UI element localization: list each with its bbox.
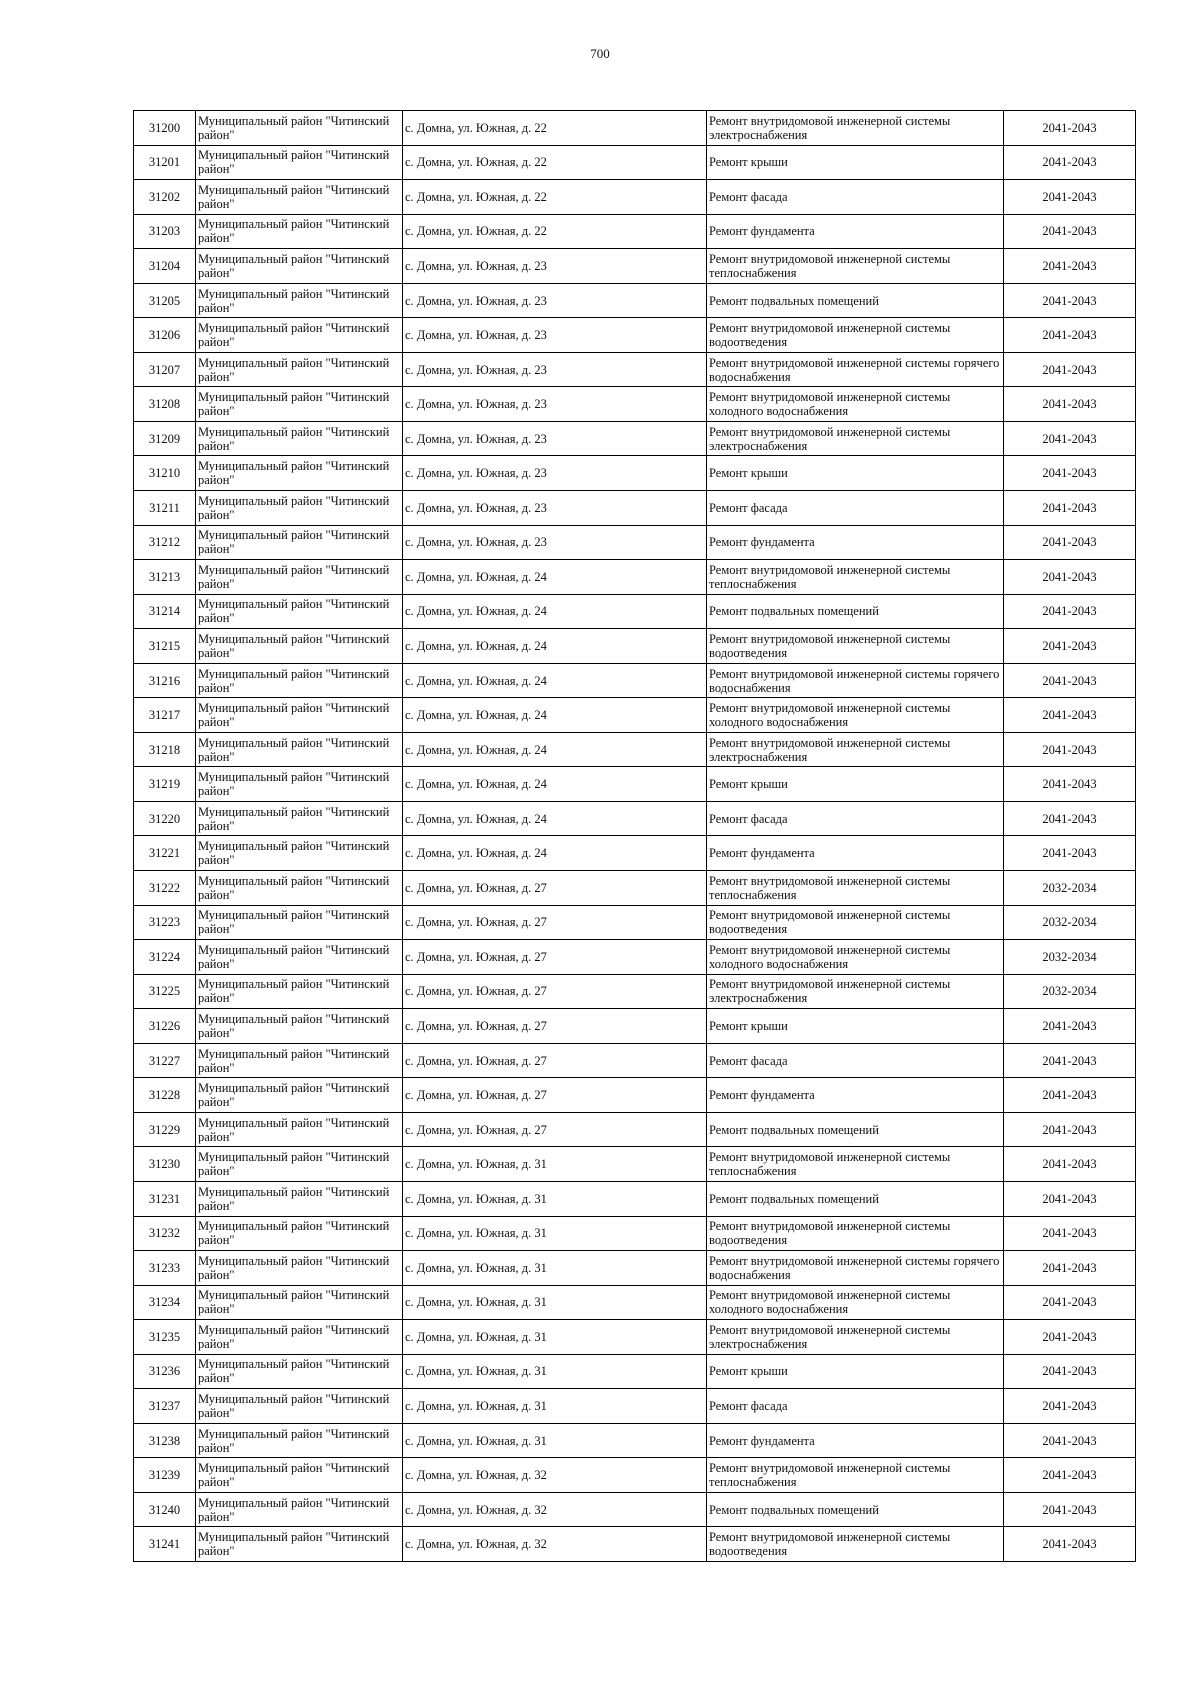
- cell-period: 2041-2043: [1004, 1354, 1136, 1389]
- table-row: [134, 1320, 1136, 1355]
- cell-work-type: Ремонт фундамента: [707, 836, 1004, 871]
- table-row: [134, 249, 1136, 284]
- cell-municipality: Муниципальный район "Читинский район": [196, 1112, 403, 1147]
- cell-work-type: Ремонт внутридомовой инженерной системы электроснабжения: [707, 732, 1004, 767]
- cell-period: 2041-2043: [1004, 732, 1136, 767]
- cell-address: с. Домна, ул. Южная, д. 22: [403, 145, 707, 180]
- cell-row-number: 31212: [134, 525, 196, 560]
- cell-period: 2041-2043: [1004, 1147, 1136, 1182]
- cell-municipality: Муниципальный район "Читинский район": [196, 456, 403, 491]
- cell-period: 2041-2043: [1004, 491, 1136, 526]
- cell-municipality: Муниципальный район "Читинский район": [196, 940, 403, 975]
- cell-period: 2041-2043: [1004, 1181, 1136, 1216]
- cell-row-number: 31213: [134, 560, 196, 595]
- cell-period: 2041-2043: [1004, 1251, 1136, 1286]
- table-row: [134, 456, 1136, 491]
- table-row: [134, 1285, 1136, 1320]
- table-row: [134, 1078, 1136, 1113]
- cell-work-type: Ремонт внутридомовой инженерной системы холодного водоснабжения: [707, 698, 1004, 733]
- cell-work-type: Ремонт крыши: [707, 456, 1004, 491]
- cell-row-number: 31228: [134, 1078, 196, 1113]
- cell-period: 2041-2043: [1004, 1423, 1136, 1458]
- table-row: [134, 698, 1136, 733]
- cell-work-type: Ремонт внутридомовой инженерной системы теплоснабжения: [707, 249, 1004, 284]
- cell-period: 2041-2043: [1004, 1389, 1136, 1424]
- cell-address: с. Домна, ул. Южная, д. 31: [403, 1354, 707, 1389]
- table-row: [134, 421, 1136, 456]
- cell-work-type: Ремонт внутридомовой инженерной системы горячего водоснабжения: [707, 352, 1004, 387]
- table-row: [134, 1492, 1136, 1527]
- table-row: [134, 1527, 1136, 1562]
- cell-period: 2041-2043: [1004, 352, 1136, 387]
- cell-municipality: Муниципальный район "Читинский район": [196, 1181, 403, 1216]
- cell-municipality: Муниципальный район "Читинский район": [196, 871, 403, 906]
- cell-work-type: Ремонт фундамента: [707, 214, 1004, 249]
- cell-period: 2041-2043: [1004, 180, 1136, 215]
- cell-work-type: Ремонт внутридомовой инженерной системы электроснабжения: [707, 111, 1004, 146]
- capital-repair-table: [133, 110, 1136, 1562]
- cell-municipality: Муниципальный район "Читинский район": [196, 421, 403, 456]
- cell-municipality: Муниципальный район "Читинский район": [196, 1009, 403, 1044]
- cell-municipality: Муниципальный район "Читинский район": [196, 111, 403, 146]
- cell-municipality: Муниципальный район "Читинский район": [196, 1147, 403, 1182]
- cell-address: с. Домна, ул. Южная, д. 22: [403, 214, 707, 249]
- table-row: [134, 283, 1136, 318]
- cell-row-number: 31218: [134, 732, 196, 767]
- cell-address: с. Домна, ул. Южная, д. 27: [403, 1009, 707, 1044]
- cell-municipality: Муниципальный район "Читинский район": [196, 836, 403, 871]
- cell-address: с. Домна, ул. Южная, д. 23: [403, 318, 707, 353]
- cell-address: с. Домна, ул. Южная, д. 31: [403, 1320, 707, 1355]
- cell-municipality: Муниципальный район "Читинский район": [196, 491, 403, 526]
- cell-row-number: 31233: [134, 1251, 196, 1286]
- table-row: [134, 801, 1136, 836]
- cell-municipality: Муниципальный район "Читинский район": [196, 1492, 403, 1527]
- cell-municipality: Муниципальный район "Читинский район": [196, 767, 403, 802]
- cell-row-number: 31221: [134, 836, 196, 871]
- cell-period: 2041-2043: [1004, 1527, 1136, 1562]
- cell-municipality: Муниципальный район "Читинский район": [196, 974, 403, 1009]
- cell-work-type: Ремонт внутридомовой инженерной системы электроснабжения: [707, 421, 1004, 456]
- cell-work-type: Ремонт внутридомовой инженерной системы теплоснабжения: [707, 871, 1004, 906]
- cell-row-number: 31208: [134, 387, 196, 422]
- cell-address: с. Домна, ул. Южная, д. 24: [403, 732, 707, 767]
- cell-work-type: Ремонт внутридомовой инженерной системы водоотведения: [707, 318, 1004, 353]
- cell-period: 2032-2034: [1004, 940, 1136, 975]
- table-row: [134, 180, 1136, 215]
- cell-work-type: Ремонт внутридомовой инженерной системы электроснабжения: [707, 974, 1004, 1009]
- cell-address: с. Домна, ул. Южная, д. 24: [403, 560, 707, 595]
- cell-municipality: Муниципальный район "Читинский район": [196, 1354, 403, 1389]
- cell-row-number: 31222: [134, 871, 196, 906]
- cell-address: с. Домна, ул. Южная, д. 24: [403, 629, 707, 664]
- table-row: [134, 836, 1136, 871]
- cell-address: с. Домна, ул. Южная, д. 23: [403, 456, 707, 491]
- cell-municipality: Муниципальный район "Читинский район": [196, 1078, 403, 1113]
- cell-work-type: Ремонт внутридомовой инженерной системы холодного водоснабжения: [707, 940, 1004, 975]
- cell-municipality: Муниципальный район "Читинский район": [196, 387, 403, 422]
- table-row: [134, 387, 1136, 422]
- cell-work-type: Ремонт внутридомовой инженерной системы теплоснабжения: [707, 1147, 1004, 1182]
- cell-row-number: 31231: [134, 1181, 196, 1216]
- cell-row-number: 31223: [134, 905, 196, 940]
- cell-address: с. Домна, ул. Южная, д. 27: [403, 905, 707, 940]
- cell-work-type: Ремонт фундамента: [707, 525, 1004, 560]
- cell-municipality: Муниципальный район "Читинский район": [196, 663, 403, 698]
- table-row: [134, 1009, 1136, 1044]
- cell-work-type: Ремонт внутридомовой инженерной системы водоотведения: [707, 1216, 1004, 1251]
- cell-row-number: 31238: [134, 1423, 196, 1458]
- cell-row-number: 31224: [134, 940, 196, 975]
- table-row: [134, 352, 1136, 387]
- cell-period: 2041-2043: [1004, 1009, 1136, 1044]
- cell-work-type: Ремонт крыши: [707, 767, 1004, 802]
- table-row: [134, 214, 1136, 249]
- cell-municipality: Муниципальный район "Читинский район": [196, 180, 403, 215]
- cell-work-type: Ремонт внутридомовой инженерной системы водоотведения: [707, 629, 1004, 664]
- cell-row-number: 31235: [134, 1320, 196, 1355]
- table-row: [134, 145, 1136, 180]
- cell-row-number: 31211: [134, 491, 196, 526]
- cell-work-type: Ремонт внутридомовой инженерной системы теплоснабжения: [707, 560, 1004, 595]
- cell-address: с. Домна, ул. Южная, д. 23: [403, 249, 707, 284]
- cell-address: с. Домна, ул. Южная, д. 31: [403, 1216, 707, 1251]
- cell-period: 2041-2043: [1004, 1078, 1136, 1113]
- cell-address: с. Домна, ул. Южная, д. 22: [403, 111, 707, 146]
- cell-period: 2041-2043: [1004, 698, 1136, 733]
- cell-address: с. Домна, ул. Южная, д. 27: [403, 940, 707, 975]
- cell-row-number: 31202: [134, 180, 196, 215]
- cell-period: 2041-2043: [1004, 111, 1136, 146]
- table-row: [134, 1354, 1136, 1389]
- cell-address: с. Домна, ул. Южная, д. 31: [403, 1251, 707, 1286]
- table-row: [134, 1147, 1136, 1182]
- cell-address: с. Домна, ул. Южная, д. 31: [403, 1423, 707, 1458]
- cell-municipality: Муниципальный район "Читинский район": [196, 249, 403, 284]
- cell-municipality: Муниципальный район "Читинский район": [196, 1527, 403, 1562]
- cell-address: с. Домна, ул. Южная, д. 24: [403, 836, 707, 871]
- cell-work-type: Ремонт внутридомовой инженерной системы холодного водоснабжения: [707, 1285, 1004, 1320]
- cell-row-number: 31214: [134, 594, 196, 629]
- cell-work-type: Ремонт фундамента: [707, 1078, 1004, 1113]
- cell-work-type: Ремонт крыши: [707, 145, 1004, 180]
- table-row: [134, 905, 1136, 940]
- table-row: [134, 111, 1136, 146]
- cell-row-number: 31206: [134, 318, 196, 353]
- cell-address: с. Домна, ул. Южная, д. 32: [403, 1458, 707, 1493]
- cell-row-number: 31230: [134, 1147, 196, 1182]
- cell-work-type: Ремонт крыши: [707, 1009, 1004, 1044]
- cell-address: с. Домна, ул. Южная, д. 24: [403, 698, 707, 733]
- cell-period: 2041-2043: [1004, 560, 1136, 595]
- cell-address: с. Домна, ул. Южная, д. 23: [403, 387, 707, 422]
- cell-work-type: Ремонт подвальных помещений: [707, 1112, 1004, 1147]
- cell-row-number: 31240: [134, 1492, 196, 1527]
- cell-address: с. Домна, ул. Южная, д. 23: [403, 421, 707, 456]
- cell-row-number: 31229: [134, 1112, 196, 1147]
- table-row: [134, 525, 1136, 560]
- cell-municipality: Муниципальный район "Читинский район": [196, 352, 403, 387]
- cell-row-number: 31216: [134, 663, 196, 698]
- table-row: [134, 767, 1136, 802]
- cell-work-type: Ремонт фасада: [707, 180, 1004, 215]
- cell-municipality: Муниципальный район "Читинский район": [196, 698, 403, 733]
- cell-municipality: Муниципальный район "Читинский район": [196, 560, 403, 595]
- table-row: [134, 318, 1136, 353]
- cell-work-type: Ремонт внутридомовой инженерной системы теплоснабжения: [707, 1458, 1004, 1493]
- cell-period: 2041-2043: [1004, 594, 1136, 629]
- cell-row-number: 31207: [134, 352, 196, 387]
- cell-period: 2041-2043: [1004, 456, 1136, 491]
- cell-municipality: Муниципальный район "Читинский район": [196, 905, 403, 940]
- cell-period: 2041-2043: [1004, 1112, 1136, 1147]
- cell-address: с. Домна, ул. Южная, д. 23: [403, 283, 707, 318]
- cell-period: 2041-2043: [1004, 836, 1136, 871]
- cell-municipality: Муниципальный район "Читинский район": [196, 145, 403, 180]
- table-row: [134, 974, 1136, 1009]
- cell-address: с. Домна, ул. Южная, д. 27: [403, 1112, 707, 1147]
- cell-period: 2041-2043: [1004, 145, 1136, 180]
- cell-row-number: 31232: [134, 1216, 196, 1251]
- cell-period: 2041-2043: [1004, 1492, 1136, 1527]
- cell-row-number: 31225: [134, 974, 196, 1009]
- cell-municipality: Муниципальный район "Читинский район": [196, 801, 403, 836]
- table-row: [134, 871, 1136, 906]
- cell-row-number: 31234: [134, 1285, 196, 1320]
- cell-work-type: Ремонт подвальных помещений: [707, 1181, 1004, 1216]
- table-body: [134, 111, 1136, 1562]
- table-row: [134, 1251, 1136, 1286]
- table-row: [134, 1423, 1136, 1458]
- cell-address: с. Домна, ул. Южная, д. 31: [403, 1147, 707, 1182]
- cell-work-type: Ремонт подвальных помещений: [707, 1492, 1004, 1527]
- cell-work-type: Ремонт подвальных помещений: [707, 283, 1004, 318]
- cell-period: 2041-2043: [1004, 767, 1136, 802]
- cell-municipality: Муниципальный район "Читинский район": [196, 1251, 403, 1286]
- table-row: [134, 663, 1136, 698]
- table-row: [134, 1458, 1136, 1493]
- cell-municipality: Муниципальный район "Читинский район": [196, 1389, 403, 1424]
- cell-municipality: Муниципальный район "Читинский район": [196, 1285, 403, 1320]
- table-row: [134, 560, 1136, 595]
- cell-work-type: Ремонт фасада: [707, 1389, 1004, 1424]
- cell-row-number: 31236: [134, 1354, 196, 1389]
- cell-row-number: 31217: [134, 698, 196, 733]
- cell-work-type: Ремонт крыши: [707, 1354, 1004, 1389]
- cell-address: с. Домна, ул. Южная, д. 31: [403, 1389, 707, 1424]
- page-number: 700: [590, 46, 610, 61]
- cell-address: с. Домна, ул. Южная, д. 32: [403, 1492, 707, 1527]
- cell-address: с. Домна, ул. Южная, д. 24: [403, 767, 707, 802]
- cell-address: с. Домна, ул. Южная, д. 24: [403, 801, 707, 836]
- table-row: [134, 1216, 1136, 1251]
- cell-municipality: Муниципальный район "Читинский район": [196, 1458, 403, 1493]
- cell-work-type: Ремонт фасада: [707, 491, 1004, 526]
- cell-row-number: 31203: [134, 214, 196, 249]
- cell-address: с. Домна, ул. Южная, д. 27: [403, 974, 707, 1009]
- cell-work-type: Ремонт фасада: [707, 1043, 1004, 1078]
- cell-period: 2041-2043: [1004, 387, 1136, 422]
- cell-period: 2041-2043: [1004, 1216, 1136, 1251]
- cell-row-number: 31205: [134, 283, 196, 318]
- cell-row-number: 31210: [134, 456, 196, 491]
- cell-work-type: Ремонт внутридомовой инженерной системы холодного водоснабжения: [707, 387, 1004, 422]
- table-row: [134, 940, 1136, 975]
- cell-work-type: Ремонт внутридомовой инженерной системы горячего водоснабжения: [707, 663, 1004, 698]
- cell-work-type: Ремонт внутридомовой инженерной системы водоотведения: [707, 905, 1004, 940]
- cell-row-number: 31237: [134, 1389, 196, 1424]
- cell-municipality: Муниципальный район "Читинский район": [196, 629, 403, 664]
- cell-period: 2041-2043: [1004, 249, 1136, 284]
- cell-work-type: Ремонт фасада: [707, 801, 1004, 836]
- cell-municipality: Муниципальный район "Читинский район": [196, 525, 403, 560]
- cell-period: 2041-2043: [1004, 1458, 1136, 1493]
- cell-work-type: Ремонт внутридомовой инженерной системы электроснабжения: [707, 1320, 1004, 1355]
- table-row: [134, 1181, 1136, 1216]
- cell-row-number: 31201: [134, 145, 196, 180]
- cell-address: с. Домна, ул. Южная, д. 31: [403, 1181, 707, 1216]
- cell-period: 2041-2043: [1004, 663, 1136, 698]
- cell-address: с. Домна, ул. Южная, д. 24: [403, 594, 707, 629]
- cell-period: 2041-2043: [1004, 1043, 1136, 1078]
- cell-row-number: 31227: [134, 1043, 196, 1078]
- cell-address: с. Домна, ул. Южная, д. 27: [403, 1043, 707, 1078]
- cell-municipality: Муниципальный район "Читинский район": [196, 1216, 403, 1251]
- cell-municipality: Муниципальный район "Читинский район": [196, 594, 403, 629]
- cell-period: 2041-2043: [1004, 214, 1136, 249]
- cell-address: с. Домна, ул. Южная, д. 23: [403, 525, 707, 560]
- cell-period: 2041-2043: [1004, 421, 1136, 456]
- cell-work-type: Ремонт внутридомовой инженерной системы водоотведения: [707, 1527, 1004, 1562]
- table-row: [134, 629, 1136, 664]
- cell-row-number: 31200: [134, 111, 196, 146]
- cell-period: 2041-2043: [1004, 1285, 1136, 1320]
- cell-address: с. Домна, ул. Южная, д. 22: [403, 180, 707, 215]
- cell-address: с. Домна, ул. Южная, д. 27: [403, 871, 707, 906]
- cell-row-number: 31226: [134, 1009, 196, 1044]
- cell-period: 2032-2034: [1004, 905, 1136, 940]
- cell-municipality: Муниципальный район "Читинский район": [196, 318, 403, 353]
- table-row: [134, 491, 1136, 526]
- cell-municipality: Муниципальный район "Читинский район": [196, 732, 403, 767]
- table-row: [134, 1043, 1136, 1078]
- cell-work-type: Ремонт фундамента: [707, 1423, 1004, 1458]
- cell-period: 2041-2043: [1004, 629, 1136, 664]
- cell-row-number: 31241: [134, 1527, 196, 1562]
- cell-address: с. Домна, ул. Южная, д. 24: [403, 663, 707, 698]
- table-row: [134, 594, 1136, 629]
- cell-period: 2041-2043: [1004, 283, 1136, 318]
- table-row: [134, 732, 1136, 767]
- cell-work-type: Ремонт подвальных помещений: [707, 594, 1004, 629]
- cell-municipality: Муниципальный район "Читинский район": [196, 283, 403, 318]
- table-row: [134, 1112, 1136, 1147]
- cell-period: 2041-2043: [1004, 801, 1136, 836]
- cell-address: с. Домна, ул. Южная, д. 23: [403, 352, 707, 387]
- cell-address: с. Домна, ул. Южная, д. 23: [403, 491, 707, 526]
- cell-period: 2032-2034: [1004, 871, 1136, 906]
- cell-address: с. Домна, ул. Южная, д. 27: [403, 1078, 707, 1113]
- cell-row-number: 31209: [134, 421, 196, 456]
- cell-municipality: Муниципальный район "Читинский район": [196, 214, 403, 249]
- cell-period: 2032-2034: [1004, 974, 1136, 1009]
- cell-row-number: 31239: [134, 1458, 196, 1493]
- cell-period: 2041-2043: [1004, 525, 1136, 560]
- cell-row-number: 31219: [134, 767, 196, 802]
- cell-municipality: Муниципальный район "Читинский район": [196, 1043, 403, 1078]
- cell-row-number: 31220: [134, 801, 196, 836]
- cell-address: с. Домна, ул. Южная, д. 32: [403, 1527, 707, 1562]
- table-row: [134, 1389, 1136, 1424]
- cell-municipality: Муниципальный район "Читинский район": [196, 1423, 403, 1458]
- cell-row-number: 31215: [134, 629, 196, 664]
- cell-period: 2041-2043: [1004, 1320, 1136, 1355]
- cell-period: 2041-2043: [1004, 318, 1136, 353]
- cell-row-number: 31204: [134, 249, 196, 284]
- cell-work-type: Ремонт внутридомовой инженерной системы горячего водоснабжения: [707, 1251, 1004, 1286]
- cell-address: с. Домна, ул. Южная, д. 31: [403, 1285, 707, 1320]
- cell-municipality: Муниципальный район "Читинский район": [196, 1320, 403, 1355]
